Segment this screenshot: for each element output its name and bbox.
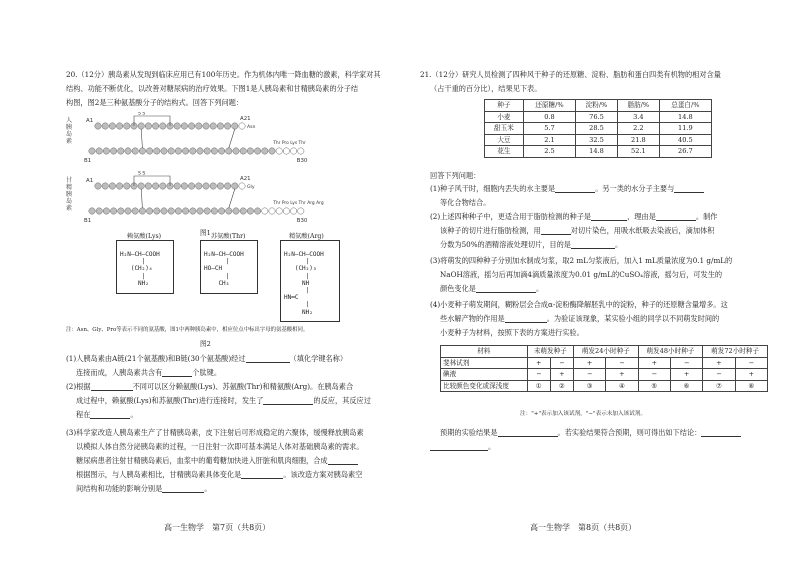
human-insulin-label-char: 岛: [66, 131, 73, 138]
q21-part3-line2: NaOH溶液，摇匀后再加滴4滴质量浓度为0.01 g/mL的CuSO₄溶液，摇匀后，可发生的: [440, 270, 723, 279]
human-insulin-b-chain-residue: [276, 148, 282, 154]
table-cell: 斐林试剂: [441, 357, 528, 369]
answer-blank[interactable]: [571, 241, 615, 249]
q20-part2-text-c: 成过程中，赖氨酸(Lys)和苏氨酸(Thr)进行连接时，发生了: [76, 396, 264, 405]
table-cell: 2.2: [617, 123, 659, 135]
prediction-line1: [440, 428, 741, 437]
q21-part2-line2: [440, 226, 714, 235]
q21-part2-text-b: ，理由是: [627, 212, 656, 221]
table-cell: 52.1: [617, 146, 659, 158]
table-cell: +: [703, 357, 735, 369]
human-insulin-b-chain-residue: [182, 148, 188, 154]
answer-blank[interactable]: [246, 355, 290, 363]
q21-part3-text-b: 。: [535, 284, 544, 293]
table-header-cell: 总蛋白/%: [659, 100, 711, 112]
glargine-insulin-label-char: 胰: [66, 191, 73, 198]
table-cell: 比较颜色变化或深浅度: [441, 380, 528, 392]
glargine-insulin-b-chain-residue: [182, 208, 188, 214]
q20-part1-text-c: 连接而成，人胰岛素共含有: [76, 368, 163, 377]
q20-part1-text-b: （填化学键名称）: [289, 354, 348, 363]
table-header-cell: 萌发24小时种子: [573, 346, 638, 358]
table-header-row: [441, 346, 768, 358]
human-insulin-a-chain-residue: [174, 123, 180, 129]
human-insulin-b-chain-residue: [110, 148, 116, 154]
human-insulin-a-chain-residue: [145, 123, 151, 129]
table-cell: −: [735, 357, 767, 369]
table-cell: 5.7: [523, 123, 575, 135]
human-insulin-b-chain-residue: [233, 148, 239, 154]
q21-part3-line1: (3)将萌发的四种种子分别加水制成匀浆，取2 mL匀浆液后，加入1 mL质量浓度为0.1 g/mL的: [430, 256, 733, 265]
glargine-insulin-a-chain-residue: [152, 183, 158, 189]
human-insulin-disulfide-label: S S: [138, 112, 146, 117]
table-cell: −: [670, 357, 702, 369]
glargine-insulin-a-chain-residue: [203, 183, 209, 189]
arginine-title: 精氨酸(Arg): [289, 233, 324, 240]
human-insulin-b-chain-residue: [103, 148, 109, 154]
threonine-formula: H₂N—CH—COOH | HO—CH | CH₃: [204, 251, 244, 287]
q21-part2-text-c: 。制作: [695, 212, 718, 221]
table-cell: 甜玉米: [485, 123, 524, 135]
answer-blank[interactable]: [701, 429, 741, 437]
q20-part2-line1: [66, 382, 353, 391]
q21-part2-text-f: 分数为50%的酒精溶液处理切片，目的是: [440, 240, 571, 249]
answer-blank[interactable]: [674, 185, 704, 193]
glargine-insulin-a-chain-residue: [116, 183, 122, 189]
q20-part1-text-a: (1)人胰岛素由A链(21个氨基酸)和B链(30个氨基酸)经过: [66, 354, 246, 363]
arginine-formula: H₂N—CH—COOH | (CH₂)₃ | NH | HN═C | NH₂: [284, 251, 324, 316]
q21-part1-text-a: (1)种子风干时，细胞内丢失的水主要是: [430, 184, 556, 193]
glargine-insulin-b-chain-residue: [276, 208, 282, 214]
answer-blank[interactable]: [591, 213, 627, 221]
table-row: [485, 146, 712, 158]
human-insulin-b-chain-residue: [211, 148, 217, 154]
glargine-insulin-label-char: 甘: [66, 177, 73, 184]
q20-part2-text-e: 程在: [76, 410, 91, 419]
table-cell: +: [638, 357, 670, 369]
table-cell: 大豆: [485, 134, 524, 146]
q21-part4-text-a: 些水解产物的作用是: [440, 314, 505, 323]
glargine-insulin-a-chain-residue: [188, 183, 194, 189]
glargine-insulin-a-chain-residue: [95, 183, 101, 189]
q21-part4-line3: 小麦种子为材料，按照下表的方案进行实验。: [440, 328, 584, 337]
table-cell: +: [573, 357, 605, 369]
table-header-cell: 淀粉/%: [576, 100, 618, 112]
glargine-insulin-b-chain-residue: [211, 208, 217, 214]
q20-part2-text-f: 。: [130, 410, 138, 419]
glargine-insulin-label-char: 精: [66, 184, 73, 191]
table-header-cell: 种子: [485, 100, 524, 112]
q21-part2-text-g: 。: [614, 240, 623, 249]
glargine-insulin-b1-label: B1: [84, 218, 92, 224]
answer-blank[interactable]: [241, 471, 283, 479]
table-cell: +: [527, 357, 550, 369]
table-row: [441, 357, 768, 369]
q20-intro-line-1: 20.（12分）胰岛素从发现到临床应用已有100年历史。作为机体内唯一降血糖的激素，科学家对其: [66, 70, 381, 79]
human-insulin-a-chain-residue: [116, 123, 122, 129]
human-insulin-b-chain-residue: [240, 148, 246, 154]
q20-part3-text-a: 糖尿病患者注射甘精胰岛素后，血浆中的葡萄糖加快进入肝脏和肌肉细胞，合成: [76, 456, 328, 465]
answer-blank[interactable]: [162, 369, 192, 377]
human-insulin-label-char: 胰: [66, 124, 73, 131]
q21-part4-text-b: 。为验证该现象，某实验小组的同学以不同萌发时间的: [546, 314, 720, 323]
q20-intro-line-2: 结构、功能不断优化，以改善对糖尿病的治疗效果。下图1是人胰岛素和甘精胰岛素的分子结: [66, 84, 359, 93]
human-insulin-b-chain-residue: [146, 148, 152, 154]
table-cell: −: [573, 369, 605, 381]
q20-part2-line2: [76, 396, 371, 405]
q20-part3-text-d: 间结构和功能的影响分别是: [76, 484, 163, 493]
answer-blank[interactable]: [476, 285, 536, 293]
glargine-insulin-a-chain-residue: [109, 183, 115, 189]
table-cell: 32.5: [576, 134, 618, 146]
glargine-insulin-b-chain-residue: [283, 208, 289, 214]
figure-1-caption: 图1: [200, 229, 211, 237]
glargine-insulin-b-chain-residue: [175, 208, 181, 214]
table-header-cell: 还原糖/%: [523, 100, 575, 112]
table-cell: +: [735, 369, 767, 381]
table-cell: ②: [550, 380, 573, 392]
human-insulin-a-chain-residue: [203, 123, 209, 129]
q20-part3-text-e: 。: [204, 484, 212, 493]
human-insulin-a-chain-residue: [102, 123, 108, 129]
glargine-insulin-disulfide-label: S S: [138, 171, 146, 177]
glargine-insulin-b30-label: B30: [296, 218, 308, 224]
q21-part1-line1: [430, 184, 704, 193]
human-insulin-b-chain-residue: [290, 148, 296, 154]
table-cell: 26.7: [659, 146, 711, 158]
q21-part3-text-a: 颜色变化是: [440, 284, 476, 293]
answer-blank[interactable]: [505, 315, 547, 323]
table-cell: 14.8: [576, 146, 618, 158]
glargine-insulin-a-chain-residue: [232, 183, 238, 189]
table-cell: 2.5: [523, 146, 575, 158]
human-insulin-b-chain-residue: [298, 148, 304, 154]
table-row: [485, 134, 712, 146]
glargine-insulin-a-chain-residue: [239, 183, 245, 189]
table-cell: 2.1: [523, 134, 575, 146]
human-insulin-b-chain-residue: [269, 148, 275, 154]
table-cell: −: [606, 357, 638, 369]
right-page: [400, 0, 800, 568]
glargine-insulin-b-chain-residue: [103, 208, 109, 214]
table-cell: −: [703, 369, 735, 381]
human-insulin-b30-label: B30: [296, 158, 308, 164]
q20-part1-line1: [66, 354, 347, 363]
human-insulin-label-char: 素: [66, 138, 73, 145]
q21-part3-line3: [440, 284, 543, 293]
q20-part2-text-d: 的反应，其反应过: [313, 396, 371, 405]
answer-blank[interactable]: [430, 443, 488, 451]
table-header-cell: 萌发72小时种子: [703, 346, 768, 358]
glargine-insulin-a1-label: A1: [86, 178, 94, 184]
table-cell: ⑧: [735, 380, 767, 392]
glargine-insulin-a-chain-residue: [145, 183, 151, 189]
human-insulin-a-chain-residue: [210, 123, 216, 129]
glargine-insulin-a21-residue-label: Gly: [247, 185, 255, 190]
human-insulin-a-chain-residue: [160, 123, 166, 129]
glargine-insulin-b-chain-residue: [197, 208, 203, 214]
human-insulin-b-chain-residue: [254, 148, 260, 154]
human-insulin-a1-label: A1: [86, 118, 94, 124]
human-insulin-a-chain-residue: [239, 123, 245, 129]
glargine-insulin-label-char: 素: [66, 205, 73, 212]
glargine-insulin-b-chain-residue: [132, 208, 138, 214]
human-insulin-a21-residue-label: Asn: [247, 125, 256, 130]
q20-part2-line3: [76, 410, 138, 419]
human-insulin-b-chain-residue: [262, 148, 268, 154]
glargine-insulin-b-chain-residue: [290, 208, 296, 214]
glargine-insulin-a-chain-residue: [102, 183, 108, 189]
human-insulin-a-chain-residue: [224, 123, 230, 129]
left-footer: 高一生物学 第7页（共8页）: [164, 523, 271, 532]
prediction-line2: [430, 442, 495, 451]
table-header-cell: 脂肪/%: [617, 100, 659, 112]
table-header-cell: 材料: [441, 346, 528, 358]
table-cell: ③: [573, 380, 605, 392]
human-insulin-a-chain-residue: [217, 123, 223, 129]
arginine-structure-box: [280, 233, 340, 322]
human-insulin-a-chain-residue: [138, 123, 144, 129]
q20-part3-line2: 以模拟人体自然分泌胰岛素的过程，一日注射一次即可基本满足人体对基础胰岛素的需求。: [76, 442, 364, 451]
q21-part2-text-e: 对切片染色，用吸水纸吸去染液后，滴加体积: [570, 226, 715, 235]
human-insulin-b-chain-residue: [204, 148, 210, 154]
q21-part4-line1: (4)小麦种子萌发期间，糊粉层会合成α-淀粉酶降解胚乳中的淀粉，种子的还原糖含量增多。这: [430, 300, 728, 309]
table-cell: 花生: [485, 146, 524, 158]
human-insulin-a21-label: A21: [240, 116, 251, 122]
human-insulin-b-chain-residue: [154, 148, 160, 154]
glargine-insulin-b-chain-residue: [96, 208, 102, 214]
q21-part2-line1: [430, 212, 717, 221]
human-insulin-label-char: 人: [66, 117, 73, 124]
human-insulin-a-chain-residue: [232, 123, 238, 129]
human-insulin-b-chain-residue: [226, 148, 232, 154]
q20-part3-text-c: 。该改造方案对胰岛素空: [283, 470, 363, 479]
figure-1-insulin-structure: [60, 112, 380, 237]
table-cell: +: [550, 369, 573, 381]
q20-part1-line2: [76, 368, 221, 377]
answer-blank[interactable]: [91, 383, 133, 391]
table-cell: 0.8: [523, 111, 575, 123]
figure-2-caption: 图2: [200, 340, 211, 348]
prediction-text-a: 预期的实验结果是: [440, 428, 498, 437]
glargine-insulin-a-chain-residue: [160, 183, 166, 189]
human-insulin-disulfide-bond: [229, 129, 235, 148]
q21-part4-line2: [440, 314, 719, 323]
q20-part1-text-d: 个肽键。: [192, 368, 222, 377]
glargine-insulin-b-chain-residue: [269, 208, 275, 214]
q20-part2-text-b: 不同可以区分赖氨酸(Lys)、苏氨酸(Thr)和精氨酸(Arg)。在胰岛素合: [132, 382, 354, 391]
human-insulin-a-chain-residue: [124, 123, 130, 129]
glargine-insulin-b-chain-residue: [161, 208, 167, 214]
table-cell: +: [670, 369, 702, 381]
table-cell: −: [550, 357, 573, 369]
glargine-insulin-b-chain-residue: [154, 208, 160, 214]
glargine-insulin-a-chain-residue: [217, 183, 223, 189]
human-insulin-b-chain-residue: [139, 148, 145, 154]
table-row: [485, 111, 712, 123]
table-cell: +: [606, 369, 638, 381]
human-insulin-b-chain-residue: [247, 148, 253, 154]
glargine-insulin-b-chain-residue: [125, 208, 131, 214]
human-insulin-disulfide-bond: [141, 129, 142, 148]
glargine-insulin-b-chain-residue: [190, 208, 196, 214]
glargine-insulin-b-chain-residue: [118, 208, 124, 214]
q21-intro-line-2: （占干重的百分比），结果见下表。: [430, 84, 542, 93]
glargine-insulin-b-chain-residue: [204, 208, 210, 214]
answer-intro: 回答下列问题：: [430, 171, 481, 180]
table-cell: 28.5: [576, 123, 618, 135]
human-insulin-b-chain-residue: [132, 148, 138, 154]
glargine-insulin-b-chain-residue: [168, 208, 174, 214]
q21-part2-text-a: (2)上述四种种子中，更适合用于脂肪检测的种子是: [430, 212, 592, 221]
table-cell: 小麦: [485, 111, 524, 123]
q20-part3-line1: (3)科学家改造人胰岛素生产了甘精胰岛素，皮下注射后可形成稳定的六聚体，缓慢释放胰岛素: [66, 428, 364, 437]
glargine-insulin-a-chain-residue: [196, 183, 202, 189]
answer-blank[interactable]: [498, 429, 558, 437]
glargine-insulin-a-chain-residue: [138, 183, 144, 189]
glargine-insulin-disulfide-bond: [141, 189, 142, 208]
glargine-insulin-b-chain-residue: [139, 208, 145, 214]
glargine-insulin-b-chain-residue: [110, 208, 116, 214]
glargine-insulin-label-char: 岛: [66, 198, 73, 205]
table-header-row: [485, 100, 712, 112]
glargine-insulin-a-chain-residue: [181, 183, 187, 189]
table-row: [441, 380, 768, 392]
table-cell: ⑤: [638, 380, 670, 392]
q20-part3-line4: [76, 470, 362, 479]
glargine-insulin-b-chain-residue: [240, 208, 246, 214]
human-insulin-a-chain-residue: [196, 123, 202, 129]
table-cell: 11.9: [659, 123, 711, 135]
q21-part1-line2: 等化合物结合。: [440, 198, 491, 207]
glargine-insulin-a-chain-residue: [174, 183, 180, 189]
human-insulin-b-tail-labels: Thr Pro Lys Thr: [273, 141, 306, 146]
table-row: [441, 369, 768, 381]
q20-part2-text-a: (2)根据: [66, 382, 91, 391]
glargine-insulin-b-chain-residue: [254, 208, 260, 214]
human-insulin-b-chain-residue: [283, 148, 289, 154]
table-cell: −: [638, 369, 670, 381]
table-cell: 碘液: [441, 369, 528, 381]
prediction-text-c: 。: [488, 442, 496, 451]
lysine-title: 赖氨酸(Lys): [127, 233, 162, 240]
glargine-insulin-b-chain-residue: [218, 208, 224, 214]
prediction-text-b: 。若实验结果符合预期，则可得出如下结论：: [557, 428, 702, 437]
glargine-insulin-b-chain-residue: [262, 208, 268, 214]
glargine-insulin-a21-label: A21: [240, 176, 251, 182]
human-insulin-b-chain-residue: [125, 148, 131, 154]
answer-blank[interactable]: [555, 185, 595, 193]
answer-blank[interactable]: [263, 397, 313, 405]
table-cell: ④: [606, 380, 638, 392]
answer-blank[interactable]: [656, 213, 696, 221]
q20-part3-text-b: 根据图示，与人胰岛素相比，甘精胰岛素具体变化是: [76, 470, 242, 479]
glargine-insulin-disulfide-bond: [229, 189, 235, 208]
human-insulin-b-chain-residue: [190, 148, 196, 154]
glargine-insulin-b-chain-residue: [146, 208, 152, 214]
answer-blank[interactable]: [328, 457, 358, 465]
human-insulin-b-chain-residue: [161, 148, 167, 154]
lysine-structure-box: [116, 233, 174, 294]
glargine-insulin-a-chain-residue: [210, 183, 216, 189]
table-header-cell: 萌发48小时种子: [638, 346, 703, 358]
table-cell: −: [527, 369, 550, 381]
human-insulin-a-chain-residue: [152, 123, 158, 129]
table-cell: 3.4: [617, 111, 659, 123]
human-insulin-b-chain-residue: [89, 148, 95, 154]
q20-intro-line-3: 构图，图2是三种氨基酸分子的结构式。回答下列问题：: [66, 98, 244, 107]
q21-part2-text-d: 该种子的切片进行脂肪检测，用: [440, 226, 541, 235]
glargine-insulin-b-chain-residue: [247, 208, 253, 214]
answer-blank[interactable]: [162, 485, 204, 493]
human-insulin-b-chain-residue: [168, 148, 174, 154]
table-cell: 76.5: [576, 111, 618, 123]
table-cell: 14.8: [659, 111, 711, 123]
q21-intro-line-1: 21.（12分）研究人员检测了四种风干种子的还原糖、淀粉、脂肪和蛋白四类有机物的相对含量: [420, 70, 721, 79]
human-insulin-a-chain-residue: [181, 123, 187, 129]
glargine-insulin-a-chain-residue: [124, 183, 130, 189]
human-insulin-a-chain-residue: [109, 123, 115, 129]
human-insulin-b-chain-residue: [175, 148, 181, 154]
human-insulin-b-chain-residue: [218, 148, 224, 154]
table-row: [485, 123, 712, 135]
human-insulin-b1-label: B1: [84, 158, 92, 164]
right-footer: 高一生物学 第8页（共8页）: [530, 523, 637, 532]
human-insulin-b-chain-residue: [197, 148, 203, 154]
q21-part1-text-b: 。另一类的水分子主要与: [595, 184, 675, 193]
threonine-title: 苏氨酸(Thr): [211, 233, 246, 240]
glargine-insulin-b-chain-residue: [298, 208, 304, 214]
table-header-cell: 未萌发种子: [527, 346, 573, 358]
figure-note: 注：Asn、Gly、Pro等表示不同的氨基酸，图1中两种胰岛素中，相应位点中标出字母的氨基酸相同。: [66, 327, 309, 333]
table2-note: 注："+"表示加入该试剂，"−"表示未加入该试剂。: [520, 411, 646, 417]
human-insulin-a-chain-residue: [188, 123, 194, 129]
table-cell: ⑥: [670, 380, 702, 392]
q21-part2-line3: [440, 240, 622, 249]
q20-part3-line5: [76, 484, 211, 493]
answer-blank[interactable]: [90, 411, 130, 419]
table-cell: ①: [527, 380, 550, 392]
glargine-insulin-b-chain-residue: [233, 208, 239, 214]
glargine-insulin-b-tail-labels: Thr Pro Lys Thr Arg Arg: [273, 201, 324, 206]
table-cell: 21.8: [617, 134, 659, 146]
glargine-insulin-b-chain-residue: [226, 208, 232, 214]
human-insulin-b-chain-residue: [96, 148, 102, 154]
seed-composition-table: [484, 99, 712, 158]
table-cell: 40.5: [659, 134, 711, 146]
glargine-insulin-b-chain-residue: [89, 208, 95, 214]
lysine-formula: H₂N—CH—COOH | (CH₂)₄ | NH₂: [120, 251, 160, 287]
answer-blank[interactable]: [541, 227, 571, 235]
human-insulin-a-chain-residue: [95, 123, 101, 129]
experiment-design-table: [440, 345, 768, 392]
q20-part3-line3: [76, 456, 358, 465]
table-cell: ⑦: [703, 380, 735, 392]
glargine-insulin-a-chain-residue: [224, 183, 230, 189]
human-insulin-b-chain-residue: [118, 148, 124, 154]
